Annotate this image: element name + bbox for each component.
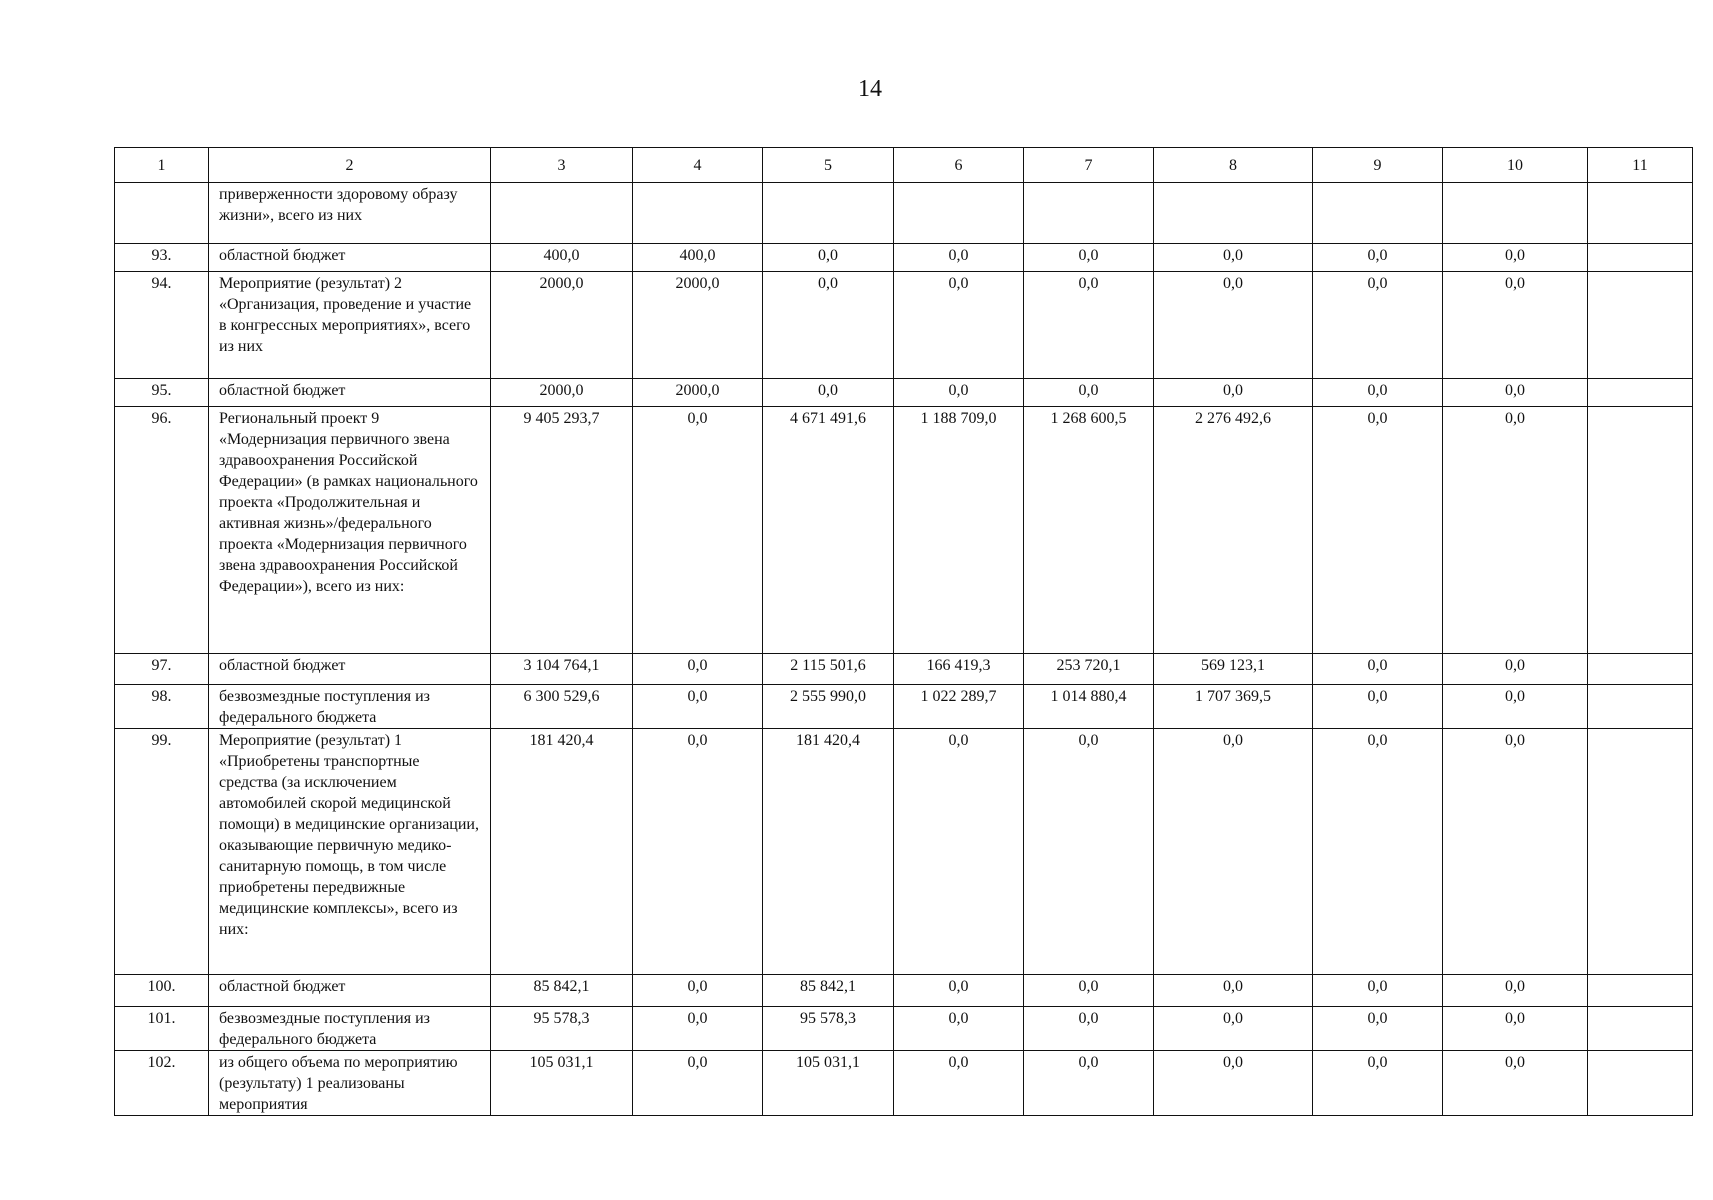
row-description: областной бюджет bbox=[209, 654, 491, 685]
value-col7: 1 014 880,4 bbox=[1024, 685, 1154, 729]
budget-table bbox=[114, 147, 1693, 1116]
value-col10: 0,0 bbox=[1443, 272, 1588, 379]
row-number: 94. bbox=[115, 272, 209, 379]
row-number: 101. bbox=[115, 1007, 209, 1051]
value-col8: 0,0 bbox=[1154, 272, 1313, 379]
value-col9: 0,0 bbox=[1313, 654, 1443, 685]
value-col4: 0,0 bbox=[633, 685, 763, 729]
column-header: 5 bbox=[763, 148, 894, 183]
column-header: 8 bbox=[1154, 148, 1313, 183]
value-col8: 2 276 492,6 bbox=[1154, 407, 1313, 654]
value-col6: 166 419,3 bbox=[894, 654, 1024, 685]
value-col10: 0,0 bbox=[1443, 1051, 1588, 1116]
value-col8 bbox=[1154, 183, 1313, 244]
row-number: 99. bbox=[115, 729, 209, 975]
row-number: 95. bbox=[115, 379, 209, 407]
value-col10: 0,0 bbox=[1443, 1007, 1588, 1051]
value-col10: 0,0 bbox=[1443, 654, 1588, 685]
value-col3: 105 031,1 bbox=[491, 1051, 633, 1116]
value-col7: 0,0 bbox=[1024, 272, 1154, 379]
value-col11 bbox=[1588, 729, 1693, 975]
value-col8: 0,0 bbox=[1154, 244, 1313, 272]
row-number: 93. bbox=[115, 244, 209, 272]
value-col5: 85 842,1 bbox=[763, 975, 894, 1007]
value-col11 bbox=[1588, 272, 1693, 379]
value-col10: 0,0 bbox=[1443, 975, 1588, 1007]
value-col9: 0,0 bbox=[1313, 975, 1443, 1007]
value-col9: 0,0 bbox=[1313, 272, 1443, 379]
value-col7: 0,0 bbox=[1024, 1051, 1154, 1116]
row-description: безвозмездные поступления из федерального бюджета bbox=[209, 1007, 491, 1051]
value-col9: 0,0 bbox=[1313, 729, 1443, 975]
table-row bbox=[115, 244, 1693, 272]
value-col4: 0,0 bbox=[633, 407, 763, 654]
row-number: 102. bbox=[115, 1051, 209, 1116]
value-col7: 0,0 bbox=[1024, 975, 1154, 1007]
value-col6 bbox=[894, 183, 1024, 244]
value-col4: 0,0 bbox=[633, 1007, 763, 1051]
value-col7: 253 720,1 bbox=[1024, 654, 1154, 685]
value-col5: 181 420,4 bbox=[763, 729, 894, 975]
row-number: 97. bbox=[115, 654, 209, 685]
table-row bbox=[115, 407, 1693, 654]
value-col10: 0,0 bbox=[1443, 407, 1588, 654]
value-col10: 0,0 bbox=[1443, 244, 1588, 272]
value-col8: 569 123,1 bbox=[1154, 654, 1313, 685]
row-description: областной бюджет bbox=[209, 379, 491, 407]
value-col7: 0,0 bbox=[1024, 244, 1154, 272]
value-col4: 0,0 bbox=[633, 729, 763, 975]
value-col7: 1 268 600,5 bbox=[1024, 407, 1154, 654]
row-description: из общего объема по мероприятию (результату) 1 реализованы мероприятия bbox=[209, 1051, 491, 1116]
value-col8: 0,0 bbox=[1154, 1051, 1313, 1116]
value-col10: 0,0 bbox=[1443, 729, 1588, 975]
value-col6: 0,0 bbox=[894, 272, 1024, 379]
value-col7: 0,0 bbox=[1024, 729, 1154, 975]
value-col11 bbox=[1588, 407, 1693, 654]
table-row bbox=[115, 729, 1693, 975]
value-col11 bbox=[1588, 685, 1693, 729]
value-col3 bbox=[491, 183, 633, 244]
column-header: 6 bbox=[894, 148, 1024, 183]
value-col9: 0,0 bbox=[1313, 1051, 1443, 1116]
row-number: 98. bbox=[115, 685, 209, 729]
value-col4: 2000,0 bbox=[633, 379, 763, 407]
page-number: 14 bbox=[858, 76, 882, 102]
table-row bbox=[115, 975, 1693, 1007]
value-col4 bbox=[633, 183, 763, 244]
value-col7: 0,0 bbox=[1024, 1007, 1154, 1051]
table-row bbox=[115, 1007, 1693, 1051]
table-row bbox=[115, 272, 1693, 379]
value-col6: 0,0 bbox=[894, 1051, 1024, 1116]
value-col5: 4 671 491,6 bbox=[763, 407, 894, 654]
value-col9: 0,0 bbox=[1313, 244, 1443, 272]
column-number-row bbox=[115, 148, 1693, 183]
row-description: Мероприятие (результат) 2 «Организация, проведение и участие в конгрессных мероприятиях», всего из них bbox=[209, 272, 491, 379]
value-col11 bbox=[1588, 1051, 1693, 1116]
value-col9: 0,0 bbox=[1313, 379, 1443, 407]
value-col6: 0,0 bbox=[894, 244, 1024, 272]
value-col8: 0,0 bbox=[1154, 975, 1313, 1007]
value-col8: 0,0 bbox=[1154, 1007, 1313, 1051]
row-number bbox=[115, 183, 209, 244]
value-col5: 2 115 501,6 bbox=[763, 654, 894, 685]
table-body bbox=[115, 183, 1693, 1116]
value-col5: 2 555 990,0 bbox=[763, 685, 894, 729]
value-col5: 95 578,3 bbox=[763, 1007, 894, 1051]
value-col11 bbox=[1588, 244, 1693, 272]
table-row bbox=[115, 379, 1693, 407]
value-col3: 3 104 764,1 bbox=[491, 654, 633, 685]
value-col8: 1 707 369,5 bbox=[1154, 685, 1313, 729]
value-col3: 9 405 293,7 bbox=[491, 407, 633, 654]
value-col5: 0,0 bbox=[763, 272, 894, 379]
column-header: 7 bbox=[1024, 148, 1154, 183]
column-header: 2 bbox=[209, 148, 491, 183]
value-col6: 1 022 289,7 bbox=[894, 685, 1024, 729]
column-header: 3 bbox=[491, 148, 633, 183]
table-row bbox=[115, 685, 1693, 729]
row-description: Региональный проект 9 «Модернизация первичного звена здравоохранения Российской Федерации» (в рамках национального проекта «Продолжительная и активная жизнь»/федерального проекта «Модернизация первичного звена здравоохранения Российской Федерации»), всего из них: bbox=[209, 407, 491, 654]
value-col6: 0,0 bbox=[894, 729, 1024, 975]
value-col6: 0,0 bbox=[894, 379, 1024, 407]
value-col3: 400,0 bbox=[491, 244, 633, 272]
column-header: 11 bbox=[1588, 148, 1693, 183]
value-col6: 0,0 bbox=[894, 975, 1024, 1007]
row-description: областной бюджет bbox=[209, 975, 491, 1007]
value-col4: 400,0 bbox=[633, 244, 763, 272]
table-row bbox=[115, 1051, 1693, 1116]
value-col7 bbox=[1024, 183, 1154, 244]
value-col5: 0,0 bbox=[763, 244, 894, 272]
value-col4: 0,0 bbox=[633, 1051, 763, 1116]
row-description: областной бюджет bbox=[209, 244, 491, 272]
row-number: 100. bbox=[115, 975, 209, 1007]
row-description: приверженности здоровому образу жизни», всего из них bbox=[209, 183, 491, 244]
value-col11 bbox=[1588, 975, 1693, 1007]
value-col9 bbox=[1313, 183, 1443, 244]
value-col10 bbox=[1443, 183, 1588, 244]
value-col3: 181 420,4 bbox=[491, 729, 633, 975]
row-description: Мероприятие (результат) 1 «Приобретены транспортные средства (за исключением автомобилей скорой медицинской помощи) в медицинские организации, оказывающие первичную медико-санитарную помощь, в том числе приобретены передвижные медицинские комплексы», всего из них: bbox=[209, 729, 491, 975]
value-col7: 0,0 bbox=[1024, 379, 1154, 407]
value-col3: 95 578,3 bbox=[491, 1007, 633, 1051]
value-col6: 1 188 709,0 bbox=[894, 407, 1024, 654]
row-number: 96. bbox=[115, 407, 209, 654]
row-description: безвозмездные поступления из федерального бюджета bbox=[209, 685, 491, 729]
value-col5 bbox=[763, 183, 894, 244]
value-col3: 2000,0 bbox=[491, 272, 633, 379]
column-header: 4 bbox=[633, 148, 763, 183]
value-col4: 0,0 bbox=[633, 975, 763, 1007]
value-col11 bbox=[1588, 1007, 1693, 1051]
value-col3: 85 842,1 bbox=[491, 975, 633, 1007]
column-header: 1 bbox=[115, 148, 209, 183]
table-row bbox=[115, 183, 1693, 244]
value-col10: 0,0 bbox=[1443, 379, 1588, 407]
value-col10: 0,0 bbox=[1443, 685, 1588, 729]
value-col4: 2000,0 bbox=[633, 272, 763, 379]
value-col9: 0,0 bbox=[1313, 407, 1443, 654]
value-col4: 0,0 bbox=[633, 654, 763, 685]
column-header: 10 bbox=[1443, 148, 1588, 183]
table-row bbox=[115, 654, 1693, 685]
value-col11 bbox=[1588, 183, 1693, 244]
value-col9: 0,0 bbox=[1313, 1007, 1443, 1051]
value-col3: 2000,0 bbox=[491, 379, 633, 407]
column-header: 9 bbox=[1313, 148, 1443, 183]
value-col8: 0,0 bbox=[1154, 729, 1313, 975]
value-col11 bbox=[1588, 379, 1693, 407]
value-col11 bbox=[1588, 654, 1693, 685]
value-col5: 105 031,1 bbox=[763, 1051, 894, 1116]
value-col3: 6 300 529,6 bbox=[491, 685, 633, 729]
value-col6: 0,0 bbox=[894, 1007, 1024, 1051]
value-col9: 0,0 bbox=[1313, 685, 1443, 729]
value-col8: 0,0 bbox=[1154, 379, 1313, 407]
value-col5: 0,0 bbox=[763, 379, 894, 407]
